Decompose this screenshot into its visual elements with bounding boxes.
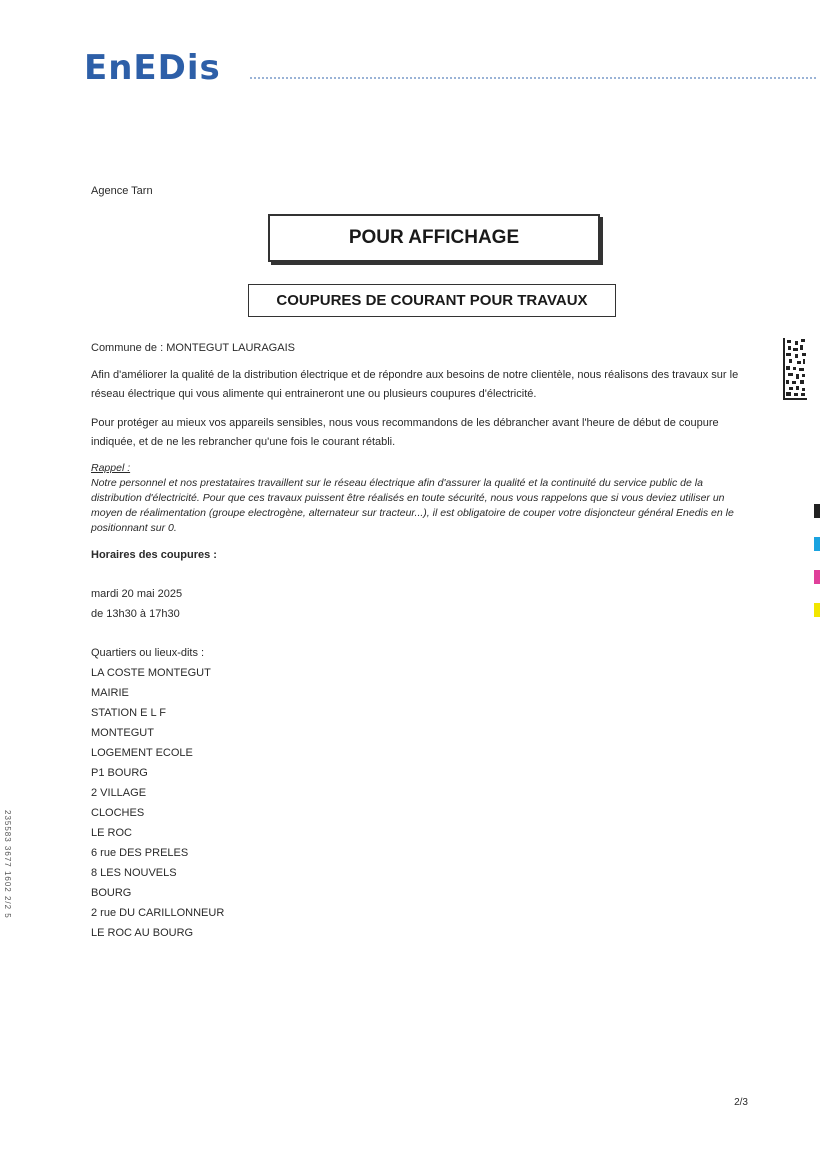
list-item: STATION E L F <box>91 707 166 719</box>
enedis-logo: EnEDis <box>84 48 221 88</box>
list-item: 6 rue DES PRELES <box>91 847 189 859</box>
notice-subtitle-box <box>248 284 616 317</box>
list-item: CLOCHES <box>91 807 145 819</box>
list-item: LA COSTE MONTEGUT <box>91 667 211 679</box>
list-item: 8 LES NOUVELS <box>91 867 177 879</box>
quartiers-list <box>91 643 224 943</box>
print-mark-cyan <box>814 537 820 551</box>
print-mark-black <box>814 504 820 518</box>
agency-name: Agence Tarn <box>91 185 153 197</box>
print-mark-magenta <box>814 570 820 584</box>
notice-subtitle: COUPURES DE COURANT POUR TRAVAUX <box>276 292 588 309</box>
list-item: MAIRIE <box>91 687 129 699</box>
list-item: LOGEMENT ECOLE <box>91 747 193 759</box>
list-item: LE ROC AU BOURG <box>91 927 194 939</box>
side-reference-code: 235583 3677 1602 2/2 5 <box>3 810 12 919</box>
protection-paragraph: Pour protéger au mieux vos appareils sensibles, nous vous recommandons de les débrancher avant l'heure de début de coupure indiquée, et de ne les rebrancher qu'une fois le courant rétabli. <box>91 417 719 448</box>
page-number: 2/3 <box>734 1097 748 1108</box>
outage-time: de 13h30 à 17h30 <box>91 608 180 620</box>
intro-paragraph: Afin d'améliorer la qualité de la distribution électrique et de répondre aux besoins de notre clientèle, nous réalisons des travaux sur le réseau électrique qui vous alimente qui entraineront une ou plusieurs coupures d'électricité. <box>91 369 739 400</box>
commune-line: Commune de : MONTEGUT LAURAGAIS <box>91 342 295 354</box>
outage-schedule <box>91 584 182 624</box>
datamatrix-code-icon <box>783 338 807 400</box>
rappel-title: Rappel : <box>91 462 131 474</box>
horaires-title: Horaires des coupures : <box>91 549 217 561</box>
list-item: BOURG <box>91 887 132 899</box>
list-item: MONTEGUT <box>91 727 154 739</box>
header-divider <box>250 77 816 79</box>
quartiers-title: Quartiers ou lieux-dits : <box>91 647 205 659</box>
list-item: P1 BOURG <box>91 767 148 779</box>
list-item: LE ROC <box>91 827 132 839</box>
print-color-marks <box>814 504 820 636</box>
list-item: 2 VILLAGE <box>91 787 147 799</box>
print-mark-yellow <box>814 603 820 617</box>
list-item: 2 rue DU CARILLONNEUR <box>91 907 225 919</box>
notice-title-box <box>268 214 600 262</box>
notice-title: POUR AFFICHAGE <box>348 227 520 248</box>
rappel-text: Notre personnel et nos prestataires travaillent sur le réseau électrique afin d'assurer la qualité et la continuité du service public de la distribution d'électricité. Pour que ces travaux puissent être réalisés en toute sécurité, nous vous rappelons que si vous deviez utiliser un moyen de réalimentation (groupe electrogène, alternateur sur tracteur...), il est obligatoire de couper votre disjoncteur général Enedis en le positionnant sur 0. <box>91 477 734 534</box>
rappel-section <box>91 461 751 536</box>
outage-date: mardi 20 mai 2025 <box>91 588 183 600</box>
